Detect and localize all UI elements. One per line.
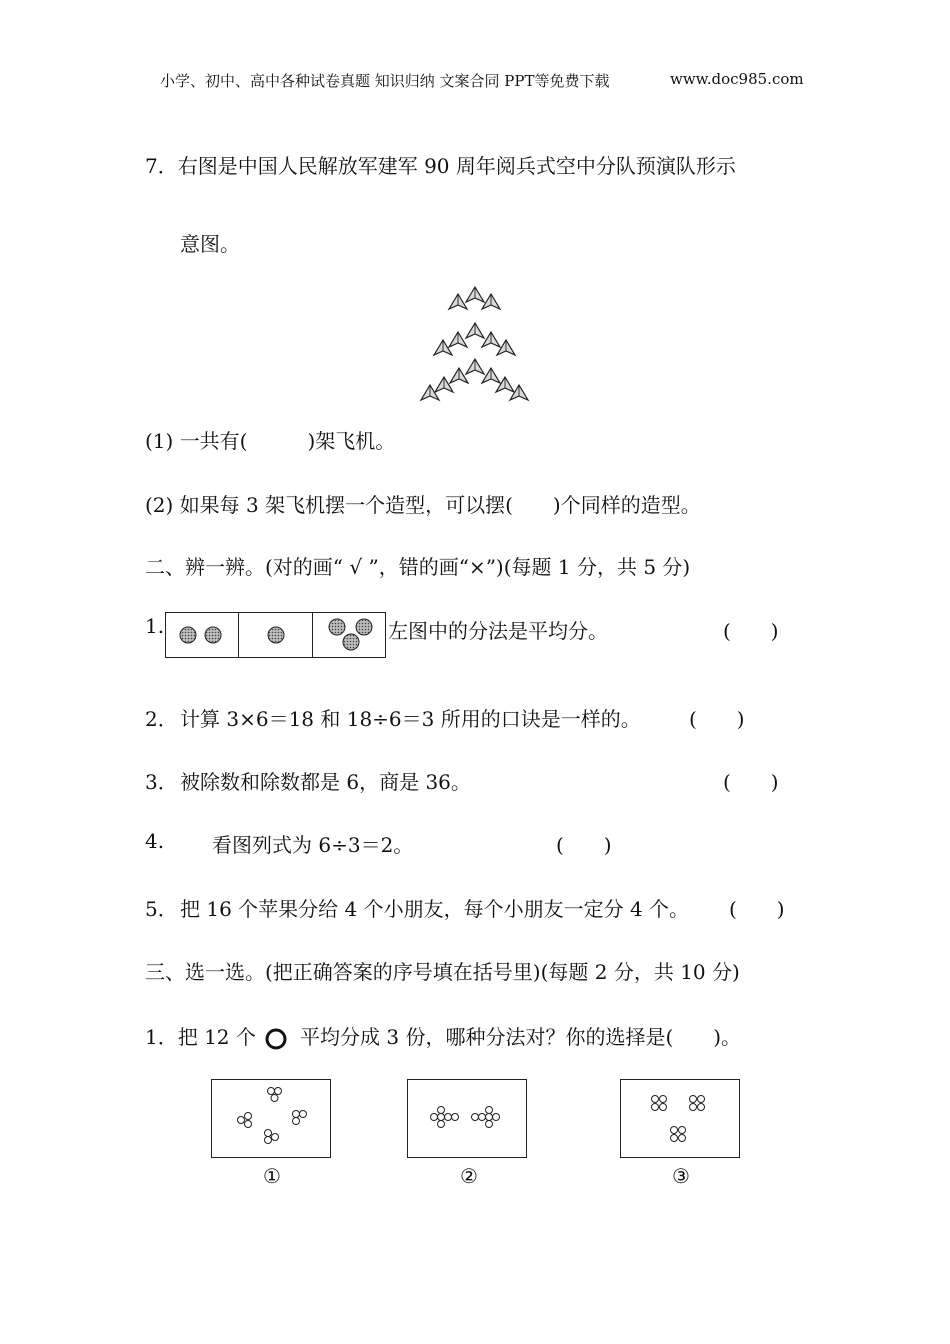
airplane-icon — [510, 385, 528, 400]
airplane-icon — [466, 287, 484, 302]
ball-icon — [343, 634, 359, 650]
item5-number: 5． — [145, 897, 178, 921]
airplane-icon — [449, 332, 467, 347]
option-1-box[interactable] — [211, 1079, 331, 1158]
circle-icon — [264, 1025, 290, 1051]
division-groups-box — [165, 612, 386, 658]
item4-number: 4. — [145, 829, 165, 853]
option-3-box[interactable] — [620, 1079, 740, 1158]
airplane-icon — [482, 368, 500, 383]
q7-line2: 意图。 — [180, 232, 240, 256]
section3-title: 三、选一选。(把正确答案的序号填在括号里)(每题 2 分，共 10 分) — [145, 960, 740, 984]
s3-q1-suffix: 平均分成 3 份，哪种分法对？你的选择是( )。 — [300, 1025, 742, 1049]
q7-line1: 7．右图是中国人民解放军建军 90 周年阅兵式空中分队预演队形示 — [145, 154, 736, 178]
item2-answer-paren[interactable]: ( ) — [689, 707, 745, 731]
airplane-icon — [435, 377, 453, 392]
airplane-icon — [482, 294, 500, 309]
header-url: www.doc985.com — [670, 70, 804, 88]
small-circles-figure — [212, 1080, 330, 1157]
item3-number: 3． — [145, 770, 178, 794]
item1-text: 左图中的分法是平均分。 — [388, 619, 608, 643]
item3-text: 被除数和除数都是 6，商是 36。 — [180, 770, 471, 794]
q7-sub1: (1) 一共有( )架飞机。 — [145, 429, 396, 453]
plane-formation-figure — [0, 0, 950, 420]
airplane-icon — [450, 368, 468, 383]
dotted-balls-figure — [166, 613, 385, 657]
item2-text: 计算 3×6＝18 和 18÷6＝3 所用的口诀是一样的。 — [180, 707, 641, 731]
airplane-icon — [449, 294, 467, 309]
airplane-icon — [421, 385, 439, 400]
item4-answer-paren[interactable]: ( ) — [556, 833, 612, 857]
ball-icon — [180, 627, 196, 643]
item5-text: 把 16 个苹果分给 4 个小朋友，每个小朋友一定分 4 个。 — [180, 897, 690, 921]
option-2-label[interactable]: ② — [460, 1164, 478, 1188]
item5-answer-paren[interactable]: ( ) — [729, 897, 785, 921]
item1-answer-paren[interactable]: ( ) — [723, 619, 779, 643]
option-1-label[interactable]: ① — [263, 1164, 281, 1188]
airplane-icon — [466, 359, 484, 374]
airplane-icon — [496, 377, 514, 392]
item1-number: 1. — [145, 614, 165, 638]
ball-icon — [356, 619, 372, 635]
small-circles-figure — [621, 1080, 739, 1157]
airplane-icon — [482, 332, 500, 347]
header-site-text: 小学、初中、高中各种试卷真题 知识归纳 文案合同 PPT等免费下载 — [160, 72, 610, 90]
q7-sub2: (2) 如果每 3 架飞机摆一个造型，可以摆( )个同样的造型。 — [145, 493, 701, 517]
item2-number: 2． — [145, 707, 178, 731]
item3-answer-paren[interactable]: ( ) — [723, 770, 779, 794]
ball-icon — [329, 619, 345, 635]
ball-icon — [268, 627, 284, 643]
option-2-box[interactable] — [407, 1079, 527, 1158]
section2-title: 二、辨一辨。(对的画“ √ ”，错的画“×”)(每题 1 分，共 5 分) — [145, 555, 691, 579]
item4-text: 看图列式为 6÷3＝2。 — [212, 833, 414, 857]
option-3-label[interactable]: ③ — [672, 1164, 690, 1188]
s3-q1-prefix: 1．把 12 个 — [145, 1025, 256, 1049]
ball-icon — [205, 627, 221, 643]
airplane-icon — [466, 323, 484, 338]
small-circles-figure — [408, 1080, 526, 1157]
